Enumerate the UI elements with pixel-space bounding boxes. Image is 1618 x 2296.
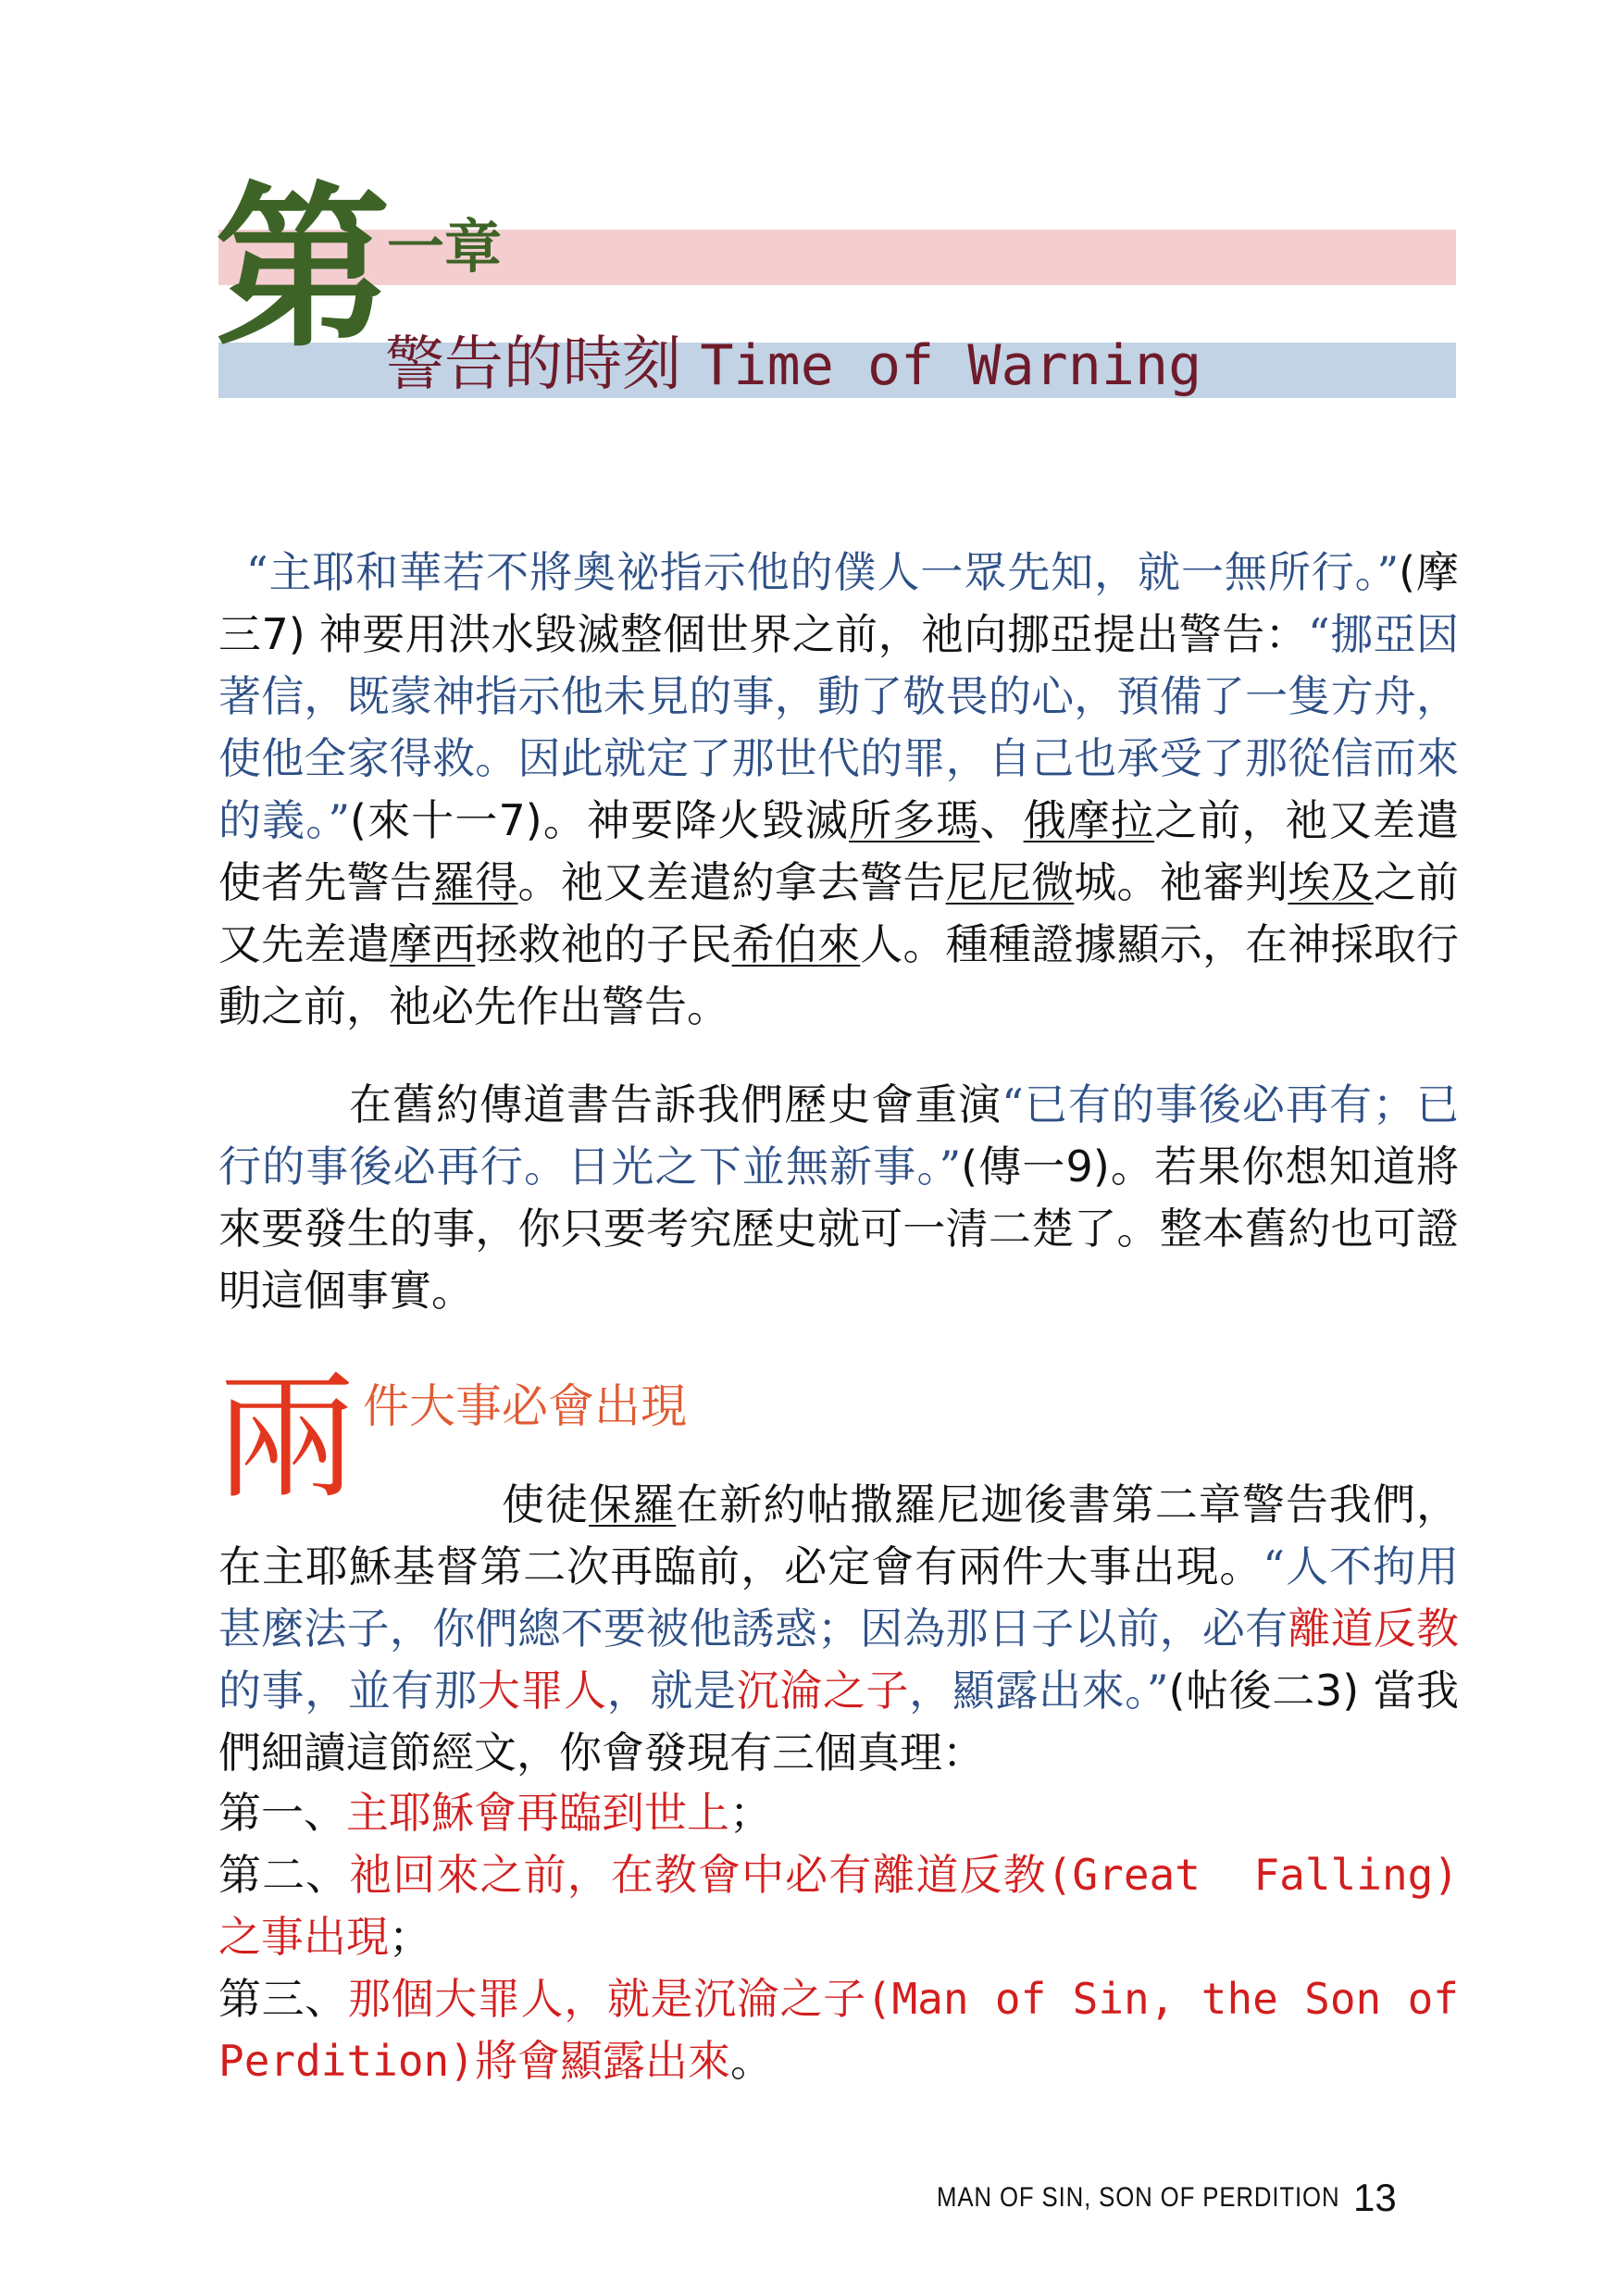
text: (摩三7) 神要用洪水毀滅整個世界之前，祂向挪亞提出警告： bbox=[218, 547, 1459, 659]
person-name: 羅得 bbox=[432, 857, 518, 907]
paragraph-1 bbox=[218, 542, 1459, 1038]
running-footer-title: MAN OF SIN, SON OF PERDITION bbox=[937, 2182, 1340, 2213]
text: 拯救祂的子民 bbox=[475, 919, 732, 969]
text: 在新約帖撒羅尼迦後書第二章警告我們，在主耶穌基督第二次再臨前，必定會有兩件大事出現。 bbox=[218, 1479, 1460, 1591]
truth-end: ； bbox=[389, 1912, 431, 1962]
truth-label: 第三、 bbox=[218, 1974, 348, 2024]
text: 。祂又差遣約拿去警告 bbox=[517, 857, 946, 907]
section-drop-cap: 兩 bbox=[217, 1357, 356, 1518]
scripture-quote: ，就是 bbox=[606, 1666, 737, 1716]
truth-text-en: (Man of Sin, the Son of Perdition) bbox=[218, 1974, 1459, 2086]
text: 之前，祂又差遣使者先警告 bbox=[218, 795, 1460, 907]
truth-text: 將會顯露出來 bbox=[474, 2036, 730, 2086]
paragraph-2 bbox=[218, 1074, 1459, 1322]
truth-item-1 bbox=[218, 1782, 1459, 1844]
highlighted-term: 離道反教 bbox=[1288, 1603, 1460, 1653]
truth-text: 祂回來之前，在教會中必有離道反教 bbox=[349, 1850, 1047, 1900]
scripture-quote: “人不拘用甚麼法子，你們總不要被他誘惑；因為那日子以前，必有 bbox=[218, 1541, 1459, 1653]
page-number: 13 bbox=[1353, 2176, 1397, 2219]
person-name: 保羅 bbox=[589, 1479, 677, 1529]
place-name: 俄摩拉 bbox=[1023, 795, 1155, 845]
chapter-big-character: 第 bbox=[215, 167, 392, 371]
truth-end: ； bbox=[729, 1788, 772, 1838]
scripture-quote: “主耶和華若不將奧祕指示他的僕人一眾先知，就一無所行。” bbox=[246, 547, 1400, 597]
section-title: 件大事必會出現 bbox=[363, 1379, 687, 1433]
place-name: 尼尼微 bbox=[945, 857, 1075, 907]
highlighted-term: 大罪人 bbox=[477, 1666, 607, 1716]
scripture-quote: 的事，並有那 bbox=[218, 1666, 478, 1716]
chapter-title-zh: 警告的時刻 bbox=[385, 331, 701, 399]
chapter-number: 一章 bbox=[387, 213, 503, 281]
truth-item-3 bbox=[218, 1968, 1459, 2092]
truth-label: 第二、 bbox=[218, 1850, 350, 1900]
people-name: 希伯來 bbox=[731, 919, 861, 969]
text: 之前又先差遣 bbox=[218, 857, 1460, 969]
truth-text: 那個大罪人，就是沉淪之子 bbox=[347, 1974, 866, 2024]
text: (傳一9)。若果你想知道將來要發生的事，你只要考究歷史就可一清二楚了。整本舊約也可證明這個事實。 bbox=[218, 1142, 1459, 1316]
text: 城。祂審判 bbox=[1074, 857, 1288, 907]
text: (來十一7)。神要降火毀滅 bbox=[349, 795, 849, 845]
scripture-quote: “已有的事後必再有；已行的事後必再行。日光之下並無新事。” bbox=[218, 1079, 1459, 1192]
truth-text-en: (Great Falling) bbox=[1046, 1850, 1460, 1900]
paragraph-3 bbox=[218, 1474, 1459, 1784]
scripture-quote: “挪亞因著信，既蒙神指示他未見的事，動了敬畏的心，預備了一隻方舟，使他全家得救。因此就定了那世代的罪，自己也承受了那從信而來的義。” bbox=[218, 609, 1459, 845]
truth-label: 第一、 bbox=[218, 1788, 346, 1838]
scripture-quote: ，顯露出來。” bbox=[909, 1666, 1169, 1716]
truth-text: 之事出現 bbox=[218, 1912, 389, 1962]
text: 人。種種證據顯示，在神採取行動之前，祂必先作出警告。 bbox=[218, 919, 1460, 1031]
text: 使徒 bbox=[501, 1479, 590, 1529]
text: (帖後二3) 當我們細讀這節經文，你會發現有三個真理： bbox=[218, 1666, 1460, 1778]
chapter-title bbox=[385, 331, 1202, 399]
text: 在舊約傳道書告訴我們歷史會重演 bbox=[348, 1079, 1002, 1129]
text: 、 bbox=[979, 795, 1024, 845]
truth-end: 。 bbox=[729, 2036, 773, 2086]
highlighted-term: 沉淪之子 bbox=[736, 1666, 910, 1716]
truth-text: 主耶穌會再臨到世上 bbox=[346, 1788, 729, 1838]
person-name: 摩西 bbox=[389, 919, 476, 969]
truth-item-2 bbox=[218, 1844, 1459, 1968]
place-name: 埃及 bbox=[1288, 857, 1374, 907]
chapter-title-en: Time of Warning bbox=[700, 333, 1202, 398]
place-name: 所多瑪 bbox=[849, 795, 980, 845]
